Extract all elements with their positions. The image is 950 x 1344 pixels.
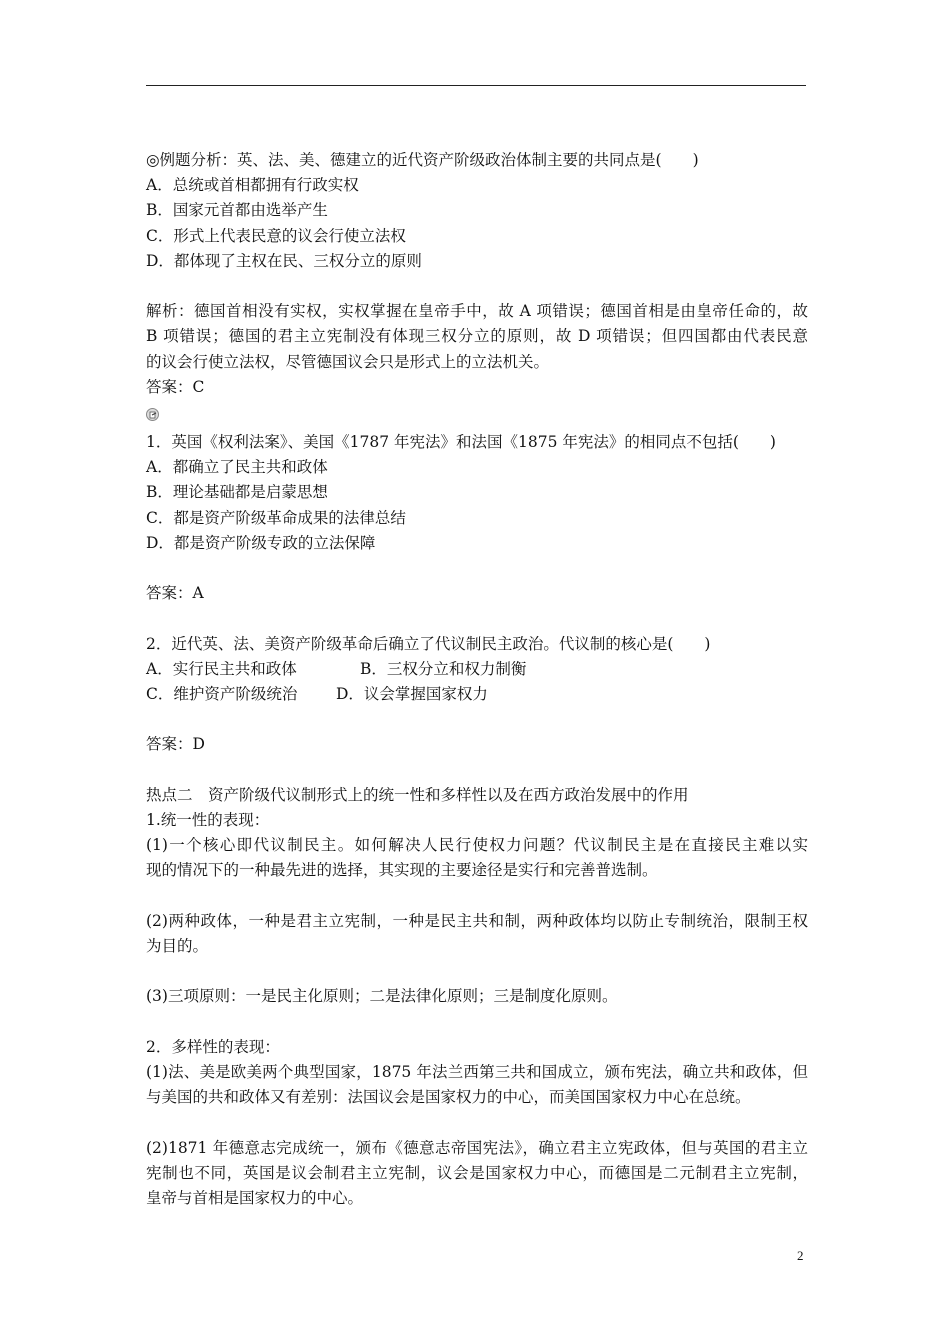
example-analysis-line-3: 的议会行使立法权，尽管德国议会只是形式上的立法机关。 bbox=[146, 352, 550, 371]
example-option-c: C．形式上代表民意的议会行使立法权 bbox=[146, 226, 406, 245]
diversity-2-line-1: (2)1871 年德意志完成统一，颁布《德意志帝国宪法》，确立君主立宪政体，但与英国的君主立 bbox=[146, 1138, 808, 1157]
header-rule bbox=[146, 85, 806, 86]
unity-1-line-1: (1)一个核心即代议制民主。如何解决人民行使权力问题？代议制民主是在直接民主难以实 bbox=[146, 836, 808, 855]
exercise-marker-row bbox=[146, 400, 808, 430]
page-content bbox=[146, 148, 808, 1211]
exercise-2-options-row-2 bbox=[146, 682, 808, 707]
example-option-a: A．总统或首相都拥有行政实权 bbox=[146, 176, 359, 195]
page-number: 2 bbox=[797, 1248, 804, 1263]
exercise-2-option-d: D．议会掌握国家权力 bbox=[336, 685, 488, 704]
hotspot-title: 热点二 资产阶级代议制形式上的统一性和多样性以及在西方政治发展中的作用 bbox=[146, 785, 689, 804]
exercise-1-answer: 答案：A bbox=[146, 584, 204, 603]
exercise-marker-icon bbox=[146, 408, 159, 421]
diversity-1-line-1: (1)法、美是欧美两个典型国家，1875 年法兰西第三共和国成立，颁布宪法，确立共和政体，但 bbox=[146, 1062, 808, 1081]
exercise-1-option-a: A．都确立了民主共和政体 bbox=[146, 458, 328, 477]
exercise-1-option-b: B．理论基础都是启蒙思想 bbox=[146, 483, 328, 502]
example-answer: 答案：C bbox=[146, 377, 205, 396]
exercise-2-option-b: B．三权分立和权力制衡 bbox=[360, 659, 527, 678]
exercise-2-options-row-1 bbox=[146, 657, 808, 682]
unity-3: (3)三项原则：一是民主化原则；二是法律化原则；三是制度化原则。 bbox=[146, 987, 618, 1006]
exercise-2-question: 2．近代英、法、美资产阶级革命后确立了代议制民主政治。代议制的核心是( ) bbox=[146, 634, 711, 653]
exercise-2-option-c: C．维护资产阶级统治 bbox=[146, 685, 298, 704]
diversity-2-line-3: 皇帝与首相是国家权力的中心。 bbox=[146, 1188, 364, 1207]
exercise-1-option-d: D．都是资产阶级专政的立法保障 bbox=[146, 533, 376, 552]
unity-2-line-1: (2)两种政体，一种是君主立宪制，一种是民主共和制，两种政体均以防止专制统治，限制王权 bbox=[146, 911, 808, 930]
exercise-2-option-a: A．实行民主共和政体 bbox=[146, 659, 297, 678]
unity-2-line-2: 为目的。 bbox=[146, 937, 209, 955]
diversity-1-line-2: 与美国的共和政体又有差别：法国议会是国家权力的中心，而美国国家权力中心在总统。 bbox=[146, 1088, 751, 1107]
exercise-1-option-c: C．都是资产阶级革命成果的法律总结 bbox=[146, 508, 406, 527]
exercise-2-answer: 答案：D bbox=[146, 735, 205, 754]
unity-1-line-2: 现的情况下的一种最先进的选择，其实现的主要途径是实行和完善普选制。 bbox=[146, 861, 658, 880]
diversity-heading: 2．多样性的表现： bbox=[146, 1037, 280, 1056]
example-option-d: D．都体现了主权在民、三权分立的原则 bbox=[146, 251, 422, 270]
example-analysis-line-1: 解析：德国首相没有实权，实权掌握在皇帝手中，故 A 项错误；德国首相是由皇帝任命的，故 bbox=[146, 302, 808, 321]
example-analysis-line-2: B 项错误；德国的君主立宪制没有体现三权分立的原则，故 D 项错误；但四国都由代表民意 bbox=[146, 327, 808, 346]
unity-heading: 1.统一性的表现： bbox=[146, 811, 270, 829]
example-option-b: B．国家元首都由选举产生 bbox=[146, 201, 328, 220]
diversity-2-line-2: 宪制也不同，英国是议会制君主立宪制，议会是国家权力中心，而德国是二元制君主立宪制， bbox=[146, 1163, 808, 1182]
exercise-1-question: 1．英国《权利法案》、美国《1787 年宪法》和法国《1875 年宪法》的相同点不包括( ) bbox=[146, 433, 776, 452]
example-question: ◎例题分析：英、法、美、德建立的近代资产阶级政治体制主要的共同点是( ) bbox=[146, 151, 699, 169]
